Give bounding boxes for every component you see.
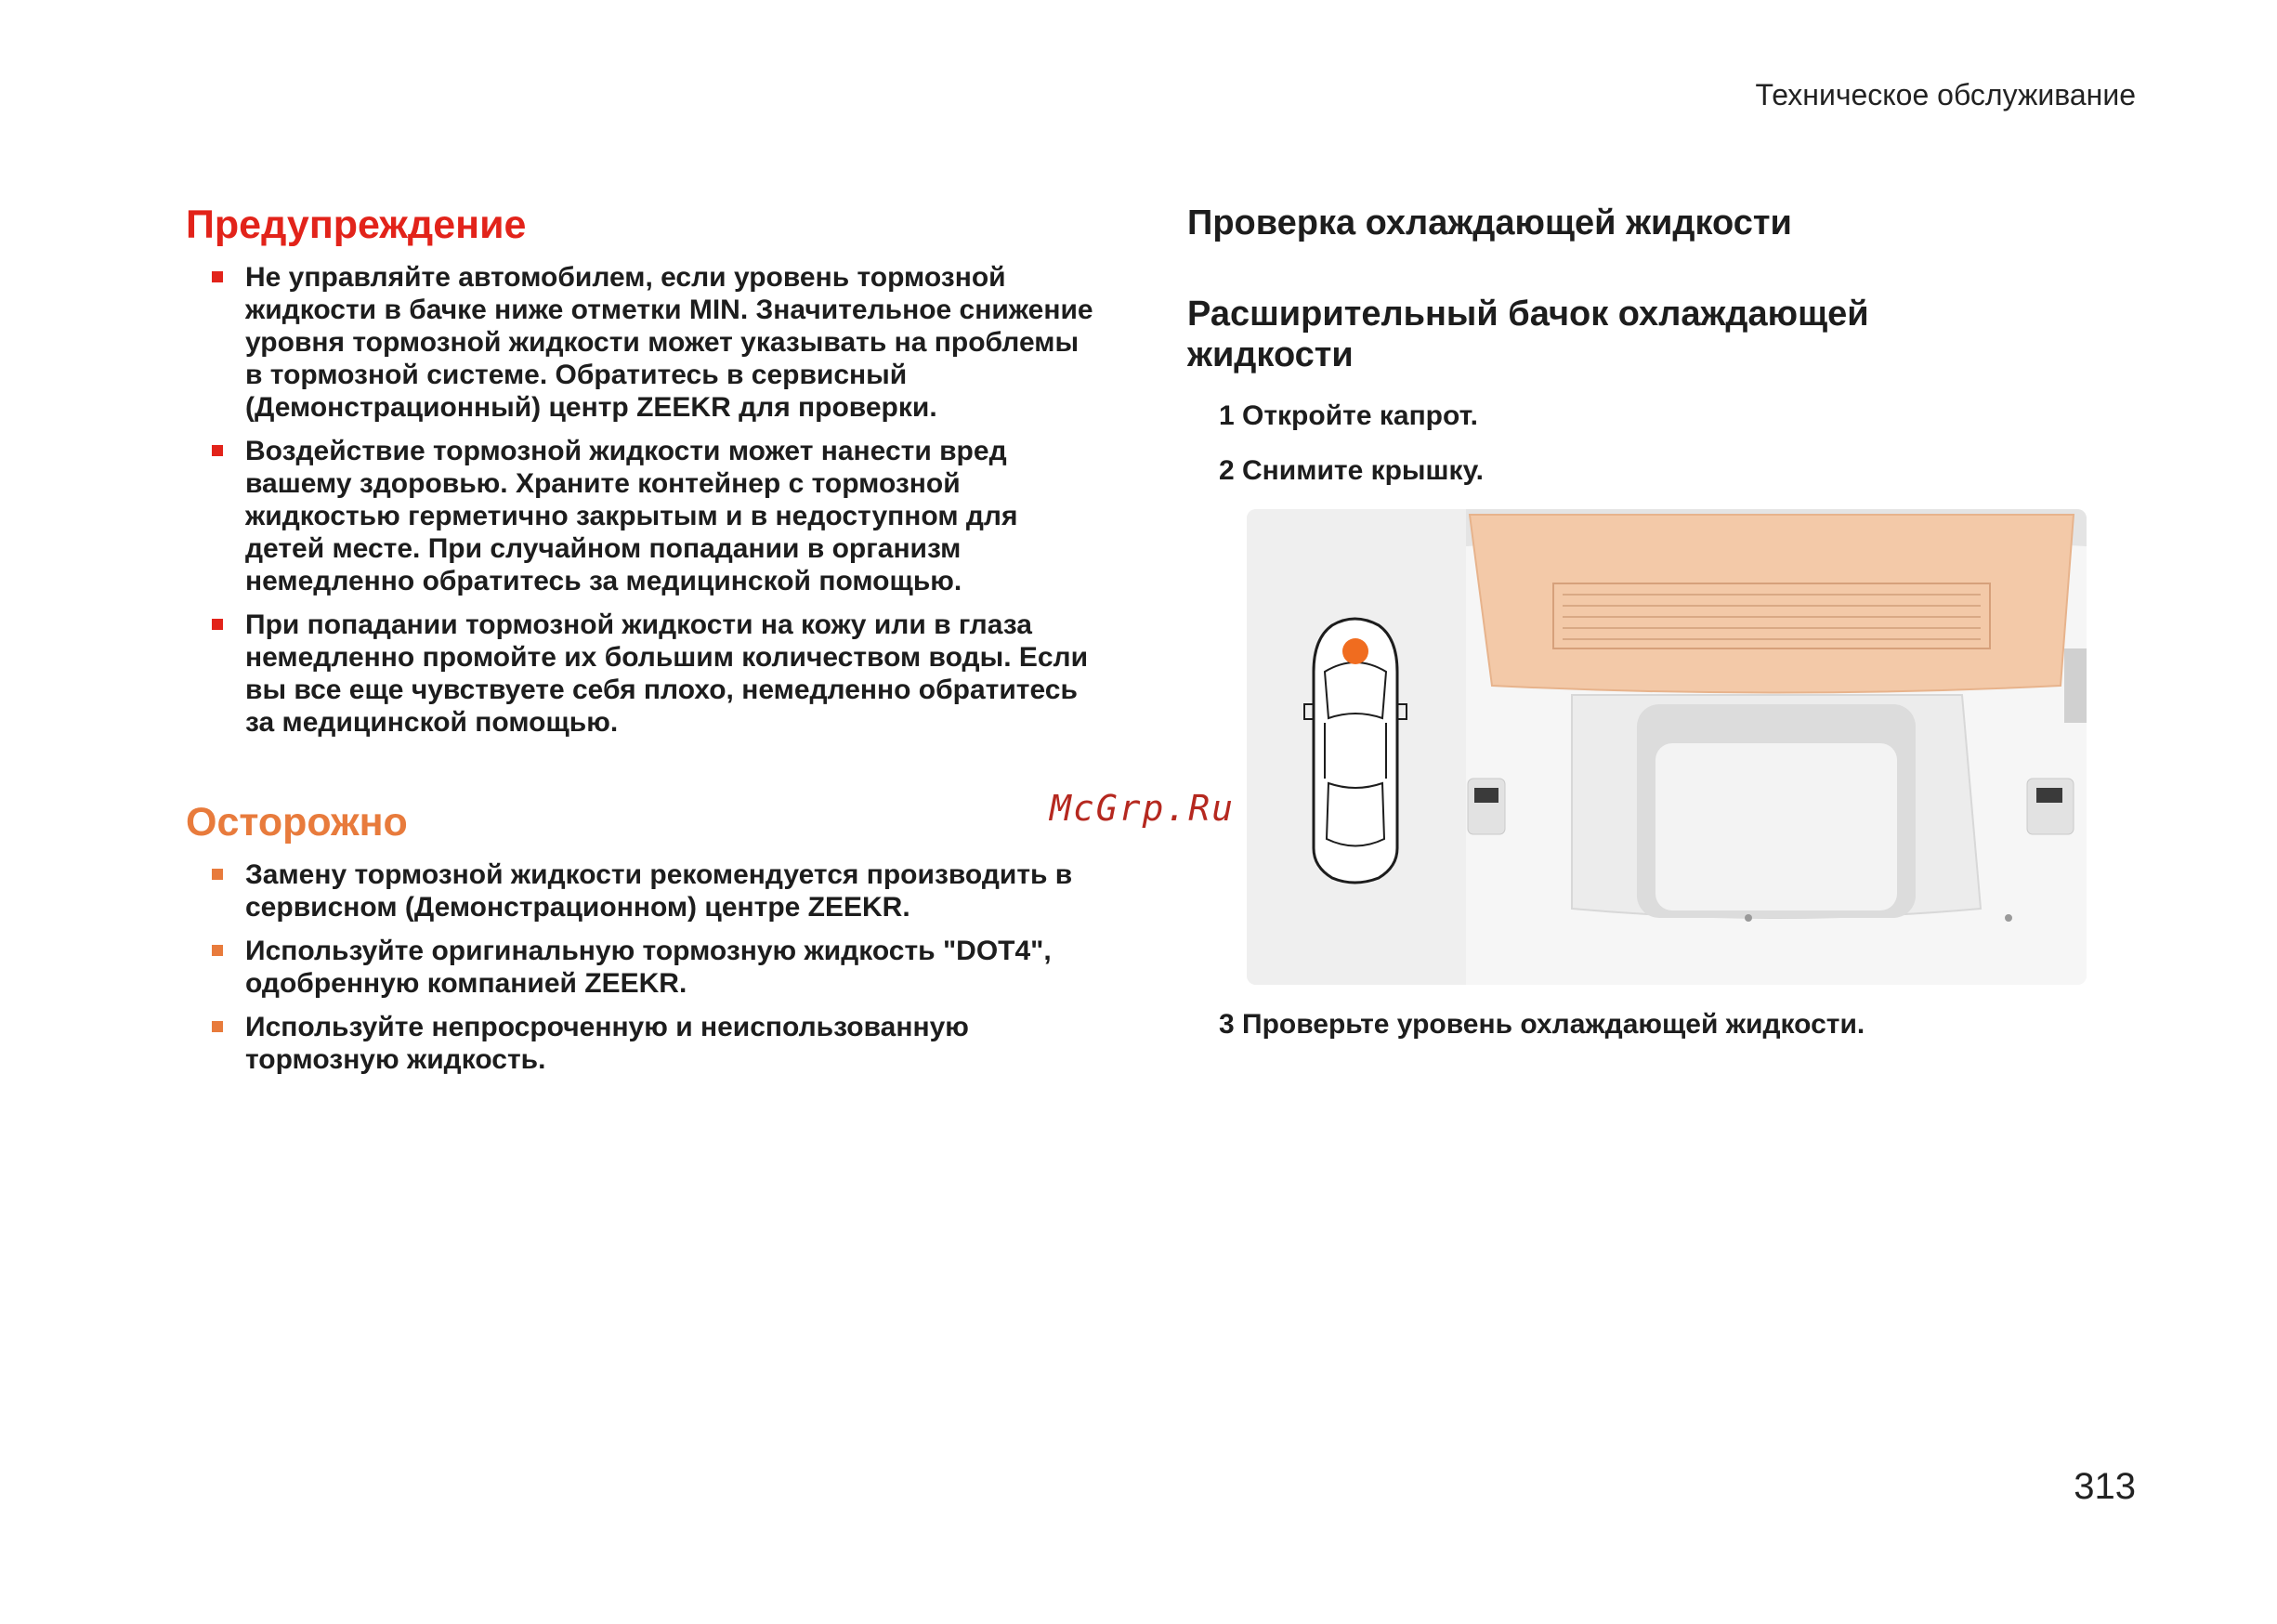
warning-list (186, 261, 1096, 739)
step-item: 1 Откройте капрот. (1219, 400, 1478, 431)
right-latch-icon (2027, 779, 2074, 834)
watermark: McGrp.Ru (1050, 788, 1236, 829)
step-item: 2 Снимите крышку. (1219, 455, 1484, 486)
right-column (1187, 203, 2163, 1041)
coolant-heading: Проверка охлаждающей жидкости (1187, 203, 1792, 242)
warning-title: Предупреждение (186, 203, 527, 247)
bullet-square-icon (212, 445, 223, 456)
page-number: 313 (2074, 1466, 2136, 1507)
bullet-square-icon (212, 869, 223, 880)
page-header: Техническое обслуживание (1755, 78, 2136, 111)
bullet-square-icon (212, 1021, 223, 1032)
bullet-square-icon (212, 619, 223, 630)
caution-item: Используйте непросроченную и неиспользованную тормозную жидкость. (186, 1011, 1096, 1076)
bullet-square-icon (212, 271, 223, 282)
bullet-square-icon (212, 945, 223, 956)
warning-item: Воздействие тормозной жидкости может нанести вред вашему здоровью. Храните контейнер с тормозной жидкостью герметично закрытым и в недоступном для детей месте. При случайном попадании в организм немедленно обратитесь за медицинской помощью. (186, 435, 1096, 597)
caution-title: Осторожно (186, 800, 408, 845)
car-top-view-icon (1304, 619, 1407, 883)
highlighted-cover (1470, 515, 2074, 693)
location-dot-icon (1342, 638, 1368, 664)
coolant-subheading: Расширительный бачок охлаждающей жидкости (1187, 295, 1869, 374)
caution-list (186, 858, 1096, 1076)
left-column (186, 203, 1096, 1087)
step-item: 3 Проверьте уровень охлаждающей жидкости. (1219, 1009, 1865, 1040)
engine-bay-illustration (1247, 509, 2087, 985)
caution-item: Используйте оригинальную тормозную жидкость "DOT4", одобренную компанией ZEEKR. (186, 935, 1096, 1000)
warning-item: При попадании тормозной жидкости на кожу или в глаза немедленно промойте их большим количеством воды. Если вы все еще чувствуете себя плохо, немедленно обратитесь за медицинской помощью. (186, 609, 1096, 739)
left-latch-icon (1468, 779, 1505, 834)
warning-item: Не управляйте автомобилем, если уровень тормозной жидкости в бачке ниже отметки MIN. Значительное снижение уровня тормозной жидкости может указывать на проблемы в тормозной системе. Обратитесь в сервисный (Демонстрационный) центр ZEEKR для проверки. (186, 261, 1096, 424)
step-list (1187, 399, 2163, 487)
caution-item: Замену тормозной жидкости рекомендуется производить в сервисном (Демонстрационном) центре ZEEKR. (186, 858, 1096, 923)
